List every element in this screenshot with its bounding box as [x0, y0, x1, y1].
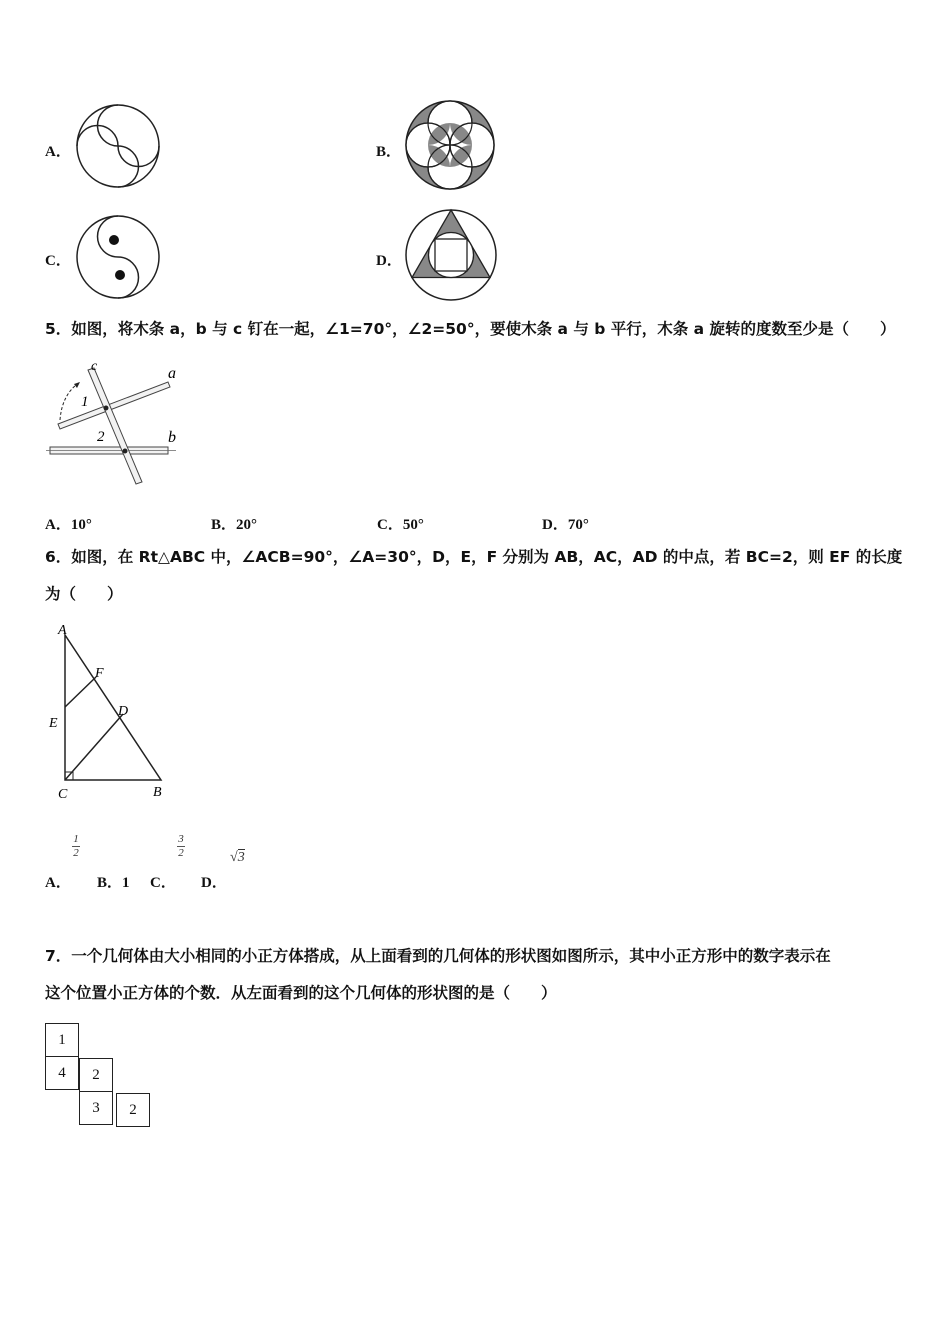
q4-option-a-label: A． — [45, 144, 71, 160]
q5-label-angle2: 2 — [97, 429, 105, 445]
q4-figure-d — [404, 208, 498, 302]
q5-option-a: A．10° — [45, 517, 92, 533]
q7-question-text-line2: 这个位置小正方体的个数．从左面看到的这个几何体的形状图的是（ ） — [45, 984, 557, 1002]
q5-label-a: a — [168, 365, 176, 382]
q6-option-b: B．1 — [97, 875, 130, 891]
q7-top-view-grid — [45, 1023, 155, 1129]
q6-option-a-numerator: 1 — [73, 833, 79, 845]
q6-question-text-line1: 6．如图，在 Rt△ABC 中，∠ACB=90°，∠A=30°，D，E，F 分别为 AB，AC，AD 的中点，若 BC=2，则 EF 的长度 — [45, 548, 903, 566]
q4-figure-b — [404, 99, 496, 191]
q6-label-E: E — [49, 716, 58, 731]
q7-grid-cell-r3c3: 2 — [116, 1093, 150, 1127]
q6-label-B: B — [153, 785, 162, 800]
q6-option-a: A． — [45, 875, 71, 891]
q5-option-b: B．20° — [211, 517, 258, 533]
q7-question-text-line1: 7．一个几何体由大小相同的小正方体搭成，从上面看到的几何体的形状图如图所示，其中小正方形中的数字表示在 — [45, 947, 831, 965]
q6-figure — [44, 620, 180, 806]
q6-option-a-denominator: 2 — [73, 847, 79, 859]
q4-option-d-label: D． — [376, 253, 402, 269]
q5-option-d: D．70° — [542, 517, 589, 533]
q4-figure-c — [74, 213, 162, 301]
q6-option-d-sqrt: √3 — [230, 850, 245, 865]
q5-label-c: c — [91, 360, 98, 374]
q7-grid-cell-r1c1: 1 — [45, 1023, 79, 1057]
q4-option-c-label: C． — [45, 253, 71, 269]
q6-option-d-radicand: 3 — [237, 850, 245, 865]
q6-option-c-denominator: 2 — [178, 847, 184, 859]
q6-label-C: C — [58, 787, 68, 802]
q6-option-d: D． — [201, 875, 227, 891]
q5-question-text: 5．如图，将木条 a，b 与 c 钉在一起，∠1=70°，∠2=50°，要使木条 a 与 b 平行，木条 a 旋转的度数至少是（ ） — [45, 320, 896, 338]
q6-label-D: D — [118, 704, 129, 719]
q6-label-F: F — [95, 666, 104, 681]
q7-grid-cell-r2c1: 4 — [45, 1056, 79, 1090]
q6-option-a-fraction — [72, 834, 80, 859]
q7-grid-cell-r3c2: 3 — [79, 1091, 113, 1125]
q7-grid-cell-r2c2: 2 — [79, 1058, 113, 1092]
q5-figure — [44, 360, 184, 490]
q5-label-angle1: 1 — [81, 394, 89, 410]
q4-figure-a — [74, 102, 162, 190]
q6-option-c: C． — [150, 875, 176, 891]
q6-option-c-numerator: 3 — [178, 833, 184, 845]
q6-label-A: A — [58, 623, 67, 638]
q5-option-c: C．50° — [377, 517, 424, 533]
q5-label-b: b — [168, 429, 176, 446]
q6-option-c-fraction — [177, 834, 185, 859]
q4-option-b-label: B． — [376, 144, 402, 160]
q6-question-text-line2: 为（ ） — [45, 585, 123, 603]
